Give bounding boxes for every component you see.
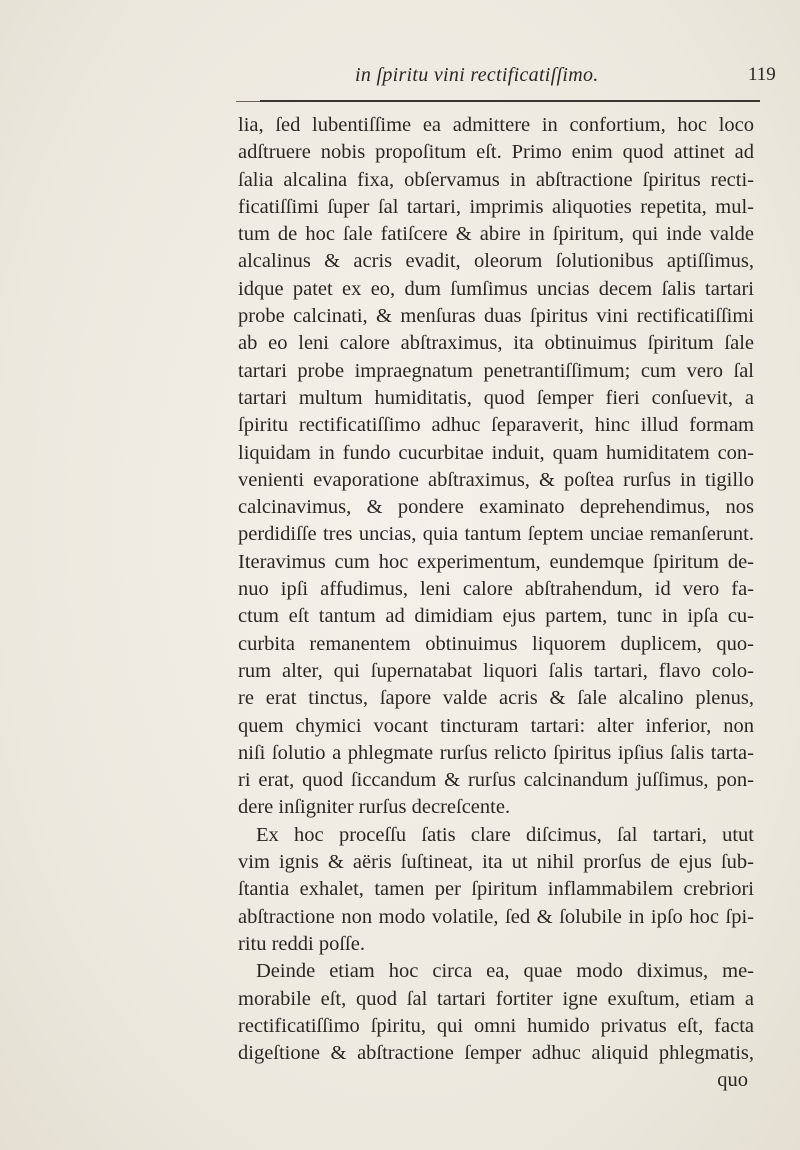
text-line: dere inſigniter rurſus decreſcente. [238,796,511,819]
page-header [0,64,800,104]
text-line: Ex hoc proceſſu ſatis clare diſcimus, ſal tartari, utut [256,823,754,846]
text-line: nuo ipſi affudimus, leni calore abſtrahendum, id vero fa- [238,578,754,601]
text-line: ſtantia exhalet, tamen per ſpiritum inflammabilem crebriori [238,878,754,901]
text-line: perdidiſſe tres uncias, quia tantum ſeptem unciae remanſerunt. [238,523,754,546]
text-line: curbita remanentem obtinuimus liquorem duplicem, quo- [238,632,754,655]
text-line: ab eo leni calore abſtraximus, ita obtinuimus ſpiritum ſale [238,332,754,355]
text-line: ſalia alcalina fixa, obſervamus in abſtractione ſpiritus recti- [238,168,754,191]
text-line: alcalinus & acris evadit, oleorum ſolutionibus aptiſſimus, [238,250,754,273]
text-line: adſtruere nobis propoſitum eſt. Primo enim quod attinet ad [238,141,754,164]
text-line: vim ignis & aëris ſuſtineat, ita ut nihil prorſus de ejus ſub- [238,851,754,874]
text-line: digeſtione & abſtractione ſemper adhuc aliquid phlegmatis, [238,1042,754,1065]
body-text [238,112,754,1095]
page-number: 119 [748,64,776,85]
text-line: niſi ſolutio a phlegmate rurſus relicto ſpiritus ipſius ſalis tarta- [238,741,754,764]
text-line: tartari multum humiditatis, quod ſemper fieri conſuevit, a [238,386,754,409]
catchword: quo [717,1069,748,1092]
text-line: lia, ſed lubentiſſime ea admittere in confortium, hoc loco [238,114,754,136]
text-line: ficatiſſimi ſuper ſal tartari, imprimis aliquoties repetita, mul- [238,195,754,218]
text-line: tartari probe impraegnatum penetrantiſſimum; cum vero ſal [238,359,754,382]
text-line: venienti evaporatione abſtraximus, & poſtea rurſus in tigillo [238,468,754,491]
text-line: abſtractione non modo volatile, ſed & ſolubile in ipſo hoc ſpi- [238,905,754,928]
text-line: morabile eſt, quod ſal tartari fortiter igne exuſtum, etiam a [238,987,754,1010]
text-line: re erat tinctus, ſapore valde acris & ſale alcalino plenus, [238,687,754,710]
text-line: rectificatiſſimo ſpiritu, qui omni humido privatus eſt, facta [238,1014,754,1037]
text-line: ritu reddi poſſe. [238,932,365,955]
header-rule-stub [236,101,260,102]
text-line: ſpiritu rectificatiſſimo adhuc ſeparaverit, hinc illud formam [238,414,754,437]
text-line: idque patet ex eo, dum ſumſimus uncias decem ſalis tartari [238,277,754,300]
text-line: ctum eſt tantum ad dimidiam ejus partem, tunc in ipſa cu- [238,605,754,628]
text-line: ri erat, quod ſiccandum & rurſus calcinandum juſſimus, pon- [238,769,754,792]
text-line: probe calcinati, & menſuras duas ſpiritus vini rectificatiſſimi [238,305,754,328]
text-line: quem chymici vocant tincturam tartari: alter inferior, non [238,714,754,737]
text-line: Deinde etiam hoc circa ea, quae modo diximus, me- [256,960,754,983]
running-head: in ſpiritu vini rectificatiſſimo. [355,64,599,86]
header-rule [260,100,760,102]
text-line: tum de hoc ſale fatiſcere & abire in ſpiritum, qui inde valde [238,223,754,246]
text-line: calcinavimus, & pondere examinato deprehendimus, nos [238,496,754,519]
text-line: Iteravimus cum hoc experimentum, eundemque ſpiritum de- [238,550,754,573]
text-line: liquidam in fundo cucurbitae induit, quam humiditatem con- [238,441,754,464]
text-line: rum alter, qui ſupernatabat liquori ſalis tartari, flavo colo- [238,659,754,682]
